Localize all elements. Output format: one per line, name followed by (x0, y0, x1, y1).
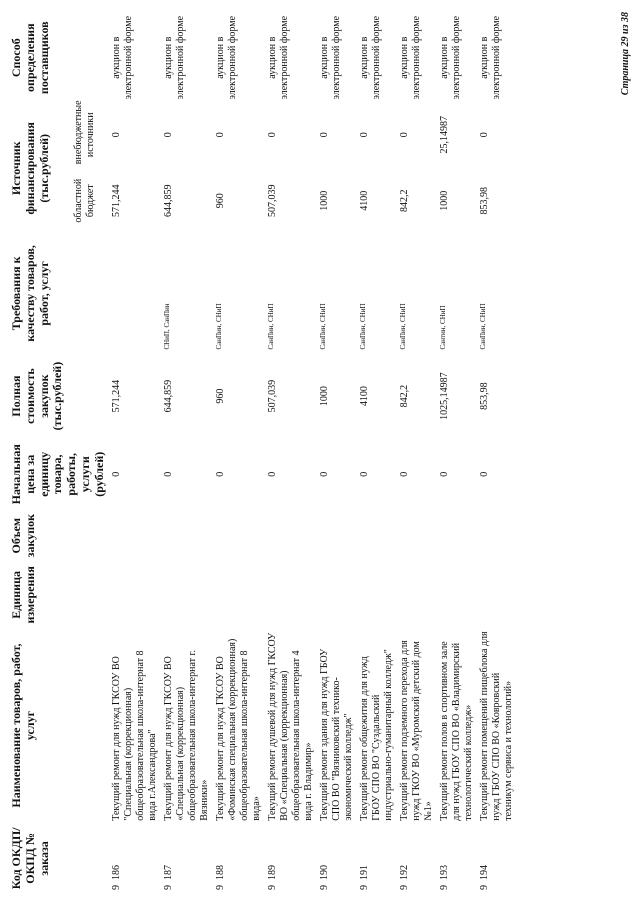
cell-requirements: СанПин, СНиП (478, 303, 487, 350)
cell-total: 1000 (318, 386, 330, 407)
cell-offbudget: 0 (214, 132, 226, 138)
cell-offbudget: 0 (162, 132, 174, 138)
cell-unit-price: 0 (214, 471, 226, 477)
cell-unit-price: 0 (358, 471, 370, 477)
cell-name: Текущий ремонт помещений пищеблока для нужд ГБОУ СПО ВО «Ковровский техникум сервиса и технологий» (478, 631, 514, 821)
cell-unit (265, 562, 317, 627)
cell-method: аукцион в электронной форме (162, 15, 186, 100)
cell-method: аукцион в электронной форме (358, 15, 382, 100)
cell-volume (437, 509, 477, 563)
cell-requirements: СанПин, СНиП (358, 303, 367, 350)
cell-total: 842,2 (398, 384, 410, 408)
cell-name: Текущий ремонт полов в спортивном зале для нужд ГБОУ СПО ВО «Владимирский технологический колледж» (438, 641, 474, 821)
cell-code: 9 188 (214, 865, 226, 890)
cell-unit (109, 562, 161, 627)
cell-method: аукцион в электронной форме (318, 15, 342, 100)
cell-unit (357, 562, 397, 627)
cell-unit-price: 0 (266, 471, 278, 477)
cell-name: Текущий ремонт для нужд ГКСОУ ВО «Фоминская специальная (коррекционная) общеобразовательная школа-интернат 8 вида» (214, 638, 262, 821)
cell-requirements (109, 234, 161, 352)
cell-requirements: СНиП, СанПин (162, 303, 171, 350)
cell-regional: 571,244 (110, 184, 122, 217)
cell-unit-price: 0 (110, 471, 122, 477)
cell-code: 9 192 (398, 865, 410, 890)
cell-total: 960 (214, 388, 226, 404)
cell-name: Текущий ремонт общежития для нужд ГБОУ СПО ВО "Суздальский индустриально-гуманитарный колледж" (358, 649, 394, 821)
cell-method: аукцион в электронной форме (214, 15, 238, 100)
cell-volume (109, 509, 161, 563)
cell-name: Текущий ремонт душевой для нужд ГКСОУ ВО «Специальная (коррекционная) общеобразовательная школа-интернат 4 вида г. Владимир» (266, 632, 314, 821)
table-row (397, 13, 437, 893)
table-row (213, 13, 265, 893)
header-funding-regional: областной бюджет (73, 178, 96, 223)
cell-volume (161, 509, 213, 563)
cell-requirements: СанПин, СНиП (266, 303, 275, 350)
cell-offbudget: 0 (398, 132, 410, 138)
cell-code: 9 189 (266, 865, 278, 890)
cell-name: Текущий ремонт для нужд ГКСОУ ВО «Специальная (коррекционная) общеобразовательная школа-интернат г. Вязники» (162, 650, 210, 821)
cell-regional: 4100 (358, 190, 370, 211)
cell-unit (477, 562, 517, 627)
cell-unit-price: 0 (318, 471, 330, 477)
table-row (109, 13, 161, 893)
cell-method: аукцион в электронной форме (110, 15, 134, 100)
cell-regional: 1000 (318, 190, 330, 211)
cell-regional: 1000 (438, 190, 450, 211)
cell-code: 9 193 (438, 865, 450, 890)
cell-unit (317, 562, 357, 627)
cell-total: 4100 (358, 386, 370, 407)
cell-code: 9 186 (110, 865, 122, 890)
cell-regional: 644,859 (162, 184, 174, 217)
cell-unit (397, 562, 437, 627)
header-unit: Единица измерения (9, 566, 37, 624)
cell-requirements: Сантин, СНиП (438, 305, 447, 350)
header-total-cost: Полная стоимость закупок (тыс.рублей) (9, 361, 65, 431)
cell-unit-price: 0 (162, 471, 174, 477)
cell-offbudget: 25,14987 (438, 116, 450, 154)
cell-regional: 853,98 (478, 186, 490, 215)
header-code: Код ОКДП/ ОКПД № заказа (9, 827, 51, 890)
cell-volume (265, 509, 317, 563)
cell-volume (213, 509, 265, 563)
cell-code: 9 191 (358, 865, 370, 890)
cell-offbudget: 0 (110, 132, 122, 138)
cell-name: Текущий ремонт подземного перехода для нужд ГКОУ ВО «Муромский детский дом №1» (398, 640, 434, 821)
cell-method: аукцион в электронной форме (478, 15, 502, 100)
cell-method: аукцион в электронной форме (398, 15, 422, 100)
cell-unit (213, 562, 265, 627)
cell-regional: 960 (214, 193, 226, 209)
cell-method: аукцион в электронной форме (266, 15, 290, 100)
table-row (477, 13, 517, 893)
cell-total: 1025,14987 (438, 372, 450, 420)
cell-total: 507,039 (266, 379, 278, 413)
cell-total: 853,98 (478, 382, 490, 410)
cell-volume (357, 509, 397, 563)
header-funding: Источник финансирования (тыс.рублей) (9, 122, 51, 215)
procurement-table (8, 13, 517, 893)
cell-name: Текущий ремонт для нужд ГКСОУ ВО "Специальная (коррекционная) общеобразовательная школа-интернат 8 вида г.Александрова" (110, 650, 158, 821)
cell-unit-price: 0 (398, 471, 410, 477)
cell-total: 571,244 (110, 379, 122, 413)
table-row (317, 13, 357, 893)
cell-requirements: СанПин, СНиП (214, 303, 223, 350)
cell-unit (437, 562, 477, 627)
cell-name: Текущий ремонт здания для нужд ГБОУ СПО ВО "Вязниковский технико-экономический колледж" (318, 648, 354, 821)
page-footer: Страница 29 из 38 (620, 12, 631, 96)
cell-code: 9 190 (318, 865, 330, 890)
cell-unit-price: 0 (478, 471, 490, 477)
header-unit-price: Начальная цена за единицу товара, работы, услуги (рублей) (9, 444, 106, 505)
cell-regional: 507,039 (266, 184, 278, 217)
cell-unit-price: 0 (438, 471, 450, 477)
cell-offbudget: 0 (266, 132, 278, 138)
table-row (357, 13, 397, 893)
cell-volume (477, 509, 517, 563)
header-funding-offbudget: внебюджетные источники (73, 100, 96, 165)
cell-offbudget: 0 (478, 132, 490, 138)
cell-unit (161, 562, 213, 627)
cell-offbudget: 0 (318, 132, 330, 138)
cell-requirements: СанПин, СНиП (398, 303, 407, 350)
table-row (265, 13, 317, 893)
cell-requirements: СанПин, СНиП (318, 303, 327, 350)
cell-code: 9 187 (162, 865, 174, 890)
cell-total: 644,859 (162, 379, 174, 413)
cell-volume (397, 509, 437, 563)
header-requirements: Требования к качеству товаров, работ, услуг (9, 245, 51, 342)
header-name: Наименование товаров, работ, услуг (9, 643, 37, 808)
cell-offbudget: 0 (358, 132, 370, 138)
cell-code: 9 194 (478, 865, 490, 890)
table-row (437, 13, 477, 893)
header-volume: Объем закупок (9, 513, 37, 558)
cell-regional: 842,2 (398, 189, 410, 212)
header-method: Способ определения поставщиков (9, 21, 51, 95)
cell-method: аукцион в электронной форме (438, 15, 462, 100)
table-row (161, 13, 213, 893)
table-header-row (8, 13, 71, 893)
cell-volume (317, 509, 357, 563)
